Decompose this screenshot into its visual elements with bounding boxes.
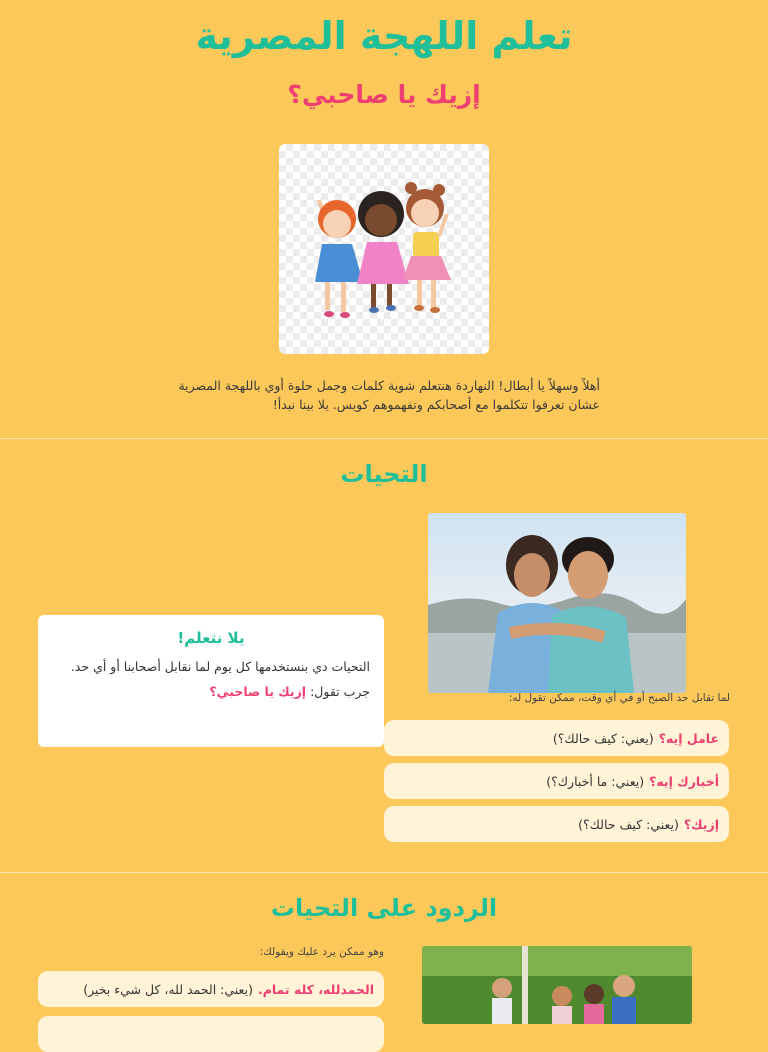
learn-card-text: التحيات دي بنستخدمها كل يوم لما نقابل أصحابنا أو أي حد. — [70, 659, 370, 674]
kids-illustration — [279, 144, 489, 354]
reply-item — [38, 1016, 384, 1052]
hugging-kids-photo — [428, 513, 686, 693]
kids-photo-icon — [428, 513, 686, 693]
section-divider — [0, 872, 768, 873]
greetings-title: التحيات — [340, 460, 428, 488]
learn-card — [38, 615, 384, 747]
phrase-item — [384, 763, 729, 799]
phrase-meaning: (يعني: كيف حالك؟) — [578, 816, 679, 832]
park-photo-icon — [422, 946, 692, 1024]
phrase-term: عامل إيه؟ — [658, 730, 719, 746]
phrase-item — [384, 720, 729, 756]
replies-caption: وهو ممكن يرد عليك ويقولك: — [259, 946, 384, 958]
replies-title: الردود على التحيات — [270, 894, 498, 922]
page-subtitle: إزيك يا صاحبي؟ — [287, 80, 481, 109]
phrase-term: أخبارك إيه؟ — [649, 773, 719, 789]
reply-meaning: (يعني: الحمد لله، كل شيء بخير) — [83, 981, 253, 997]
greetings-caption: لما تقابل حد الصبح أو في أي وقت، ممكن تقول له: — [508, 692, 730, 704]
learn-card-try — [52, 684, 370, 699]
try-phrase: إزيك يا صاحبي؟ — [209, 684, 307, 699]
phrase-meaning: (يعني: كيف حالك؟) — [552, 730, 654, 746]
phrase-item — [384, 806, 729, 842]
reply-term: الحمدلله، كله تمام. — [257, 981, 374, 997]
phrase-term: إزيك؟ — [683, 816, 719, 832]
kids-cartoon-icon — [279, 144, 489, 354]
intro-paragraph: أهلاً وسهلاً يا أبطال! النهاردة هنتعلم شوية كلمات وجمل حلوة أوي باللهجة المصرية عشان تعرفوا تتكلموا مع أصحابكم وتفهموهم كويس. يلا بينا نبدأ! — [178, 378, 600, 412]
page-title: تعلم اللهجة المصرية — [195, 14, 573, 58]
kids-park-photo — [422, 946, 692, 1024]
reply-item — [38, 971, 384, 1007]
learn-card-title: يلا نتعلم! — [177, 629, 245, 647]
phrase-meaning: (يعني: ما أخبارك؟) — [546, 773, 645, 789]
hero-section — [0, 0, 768, 438]
try-label: جرب تقول: — [310, 684, 370, 699]
